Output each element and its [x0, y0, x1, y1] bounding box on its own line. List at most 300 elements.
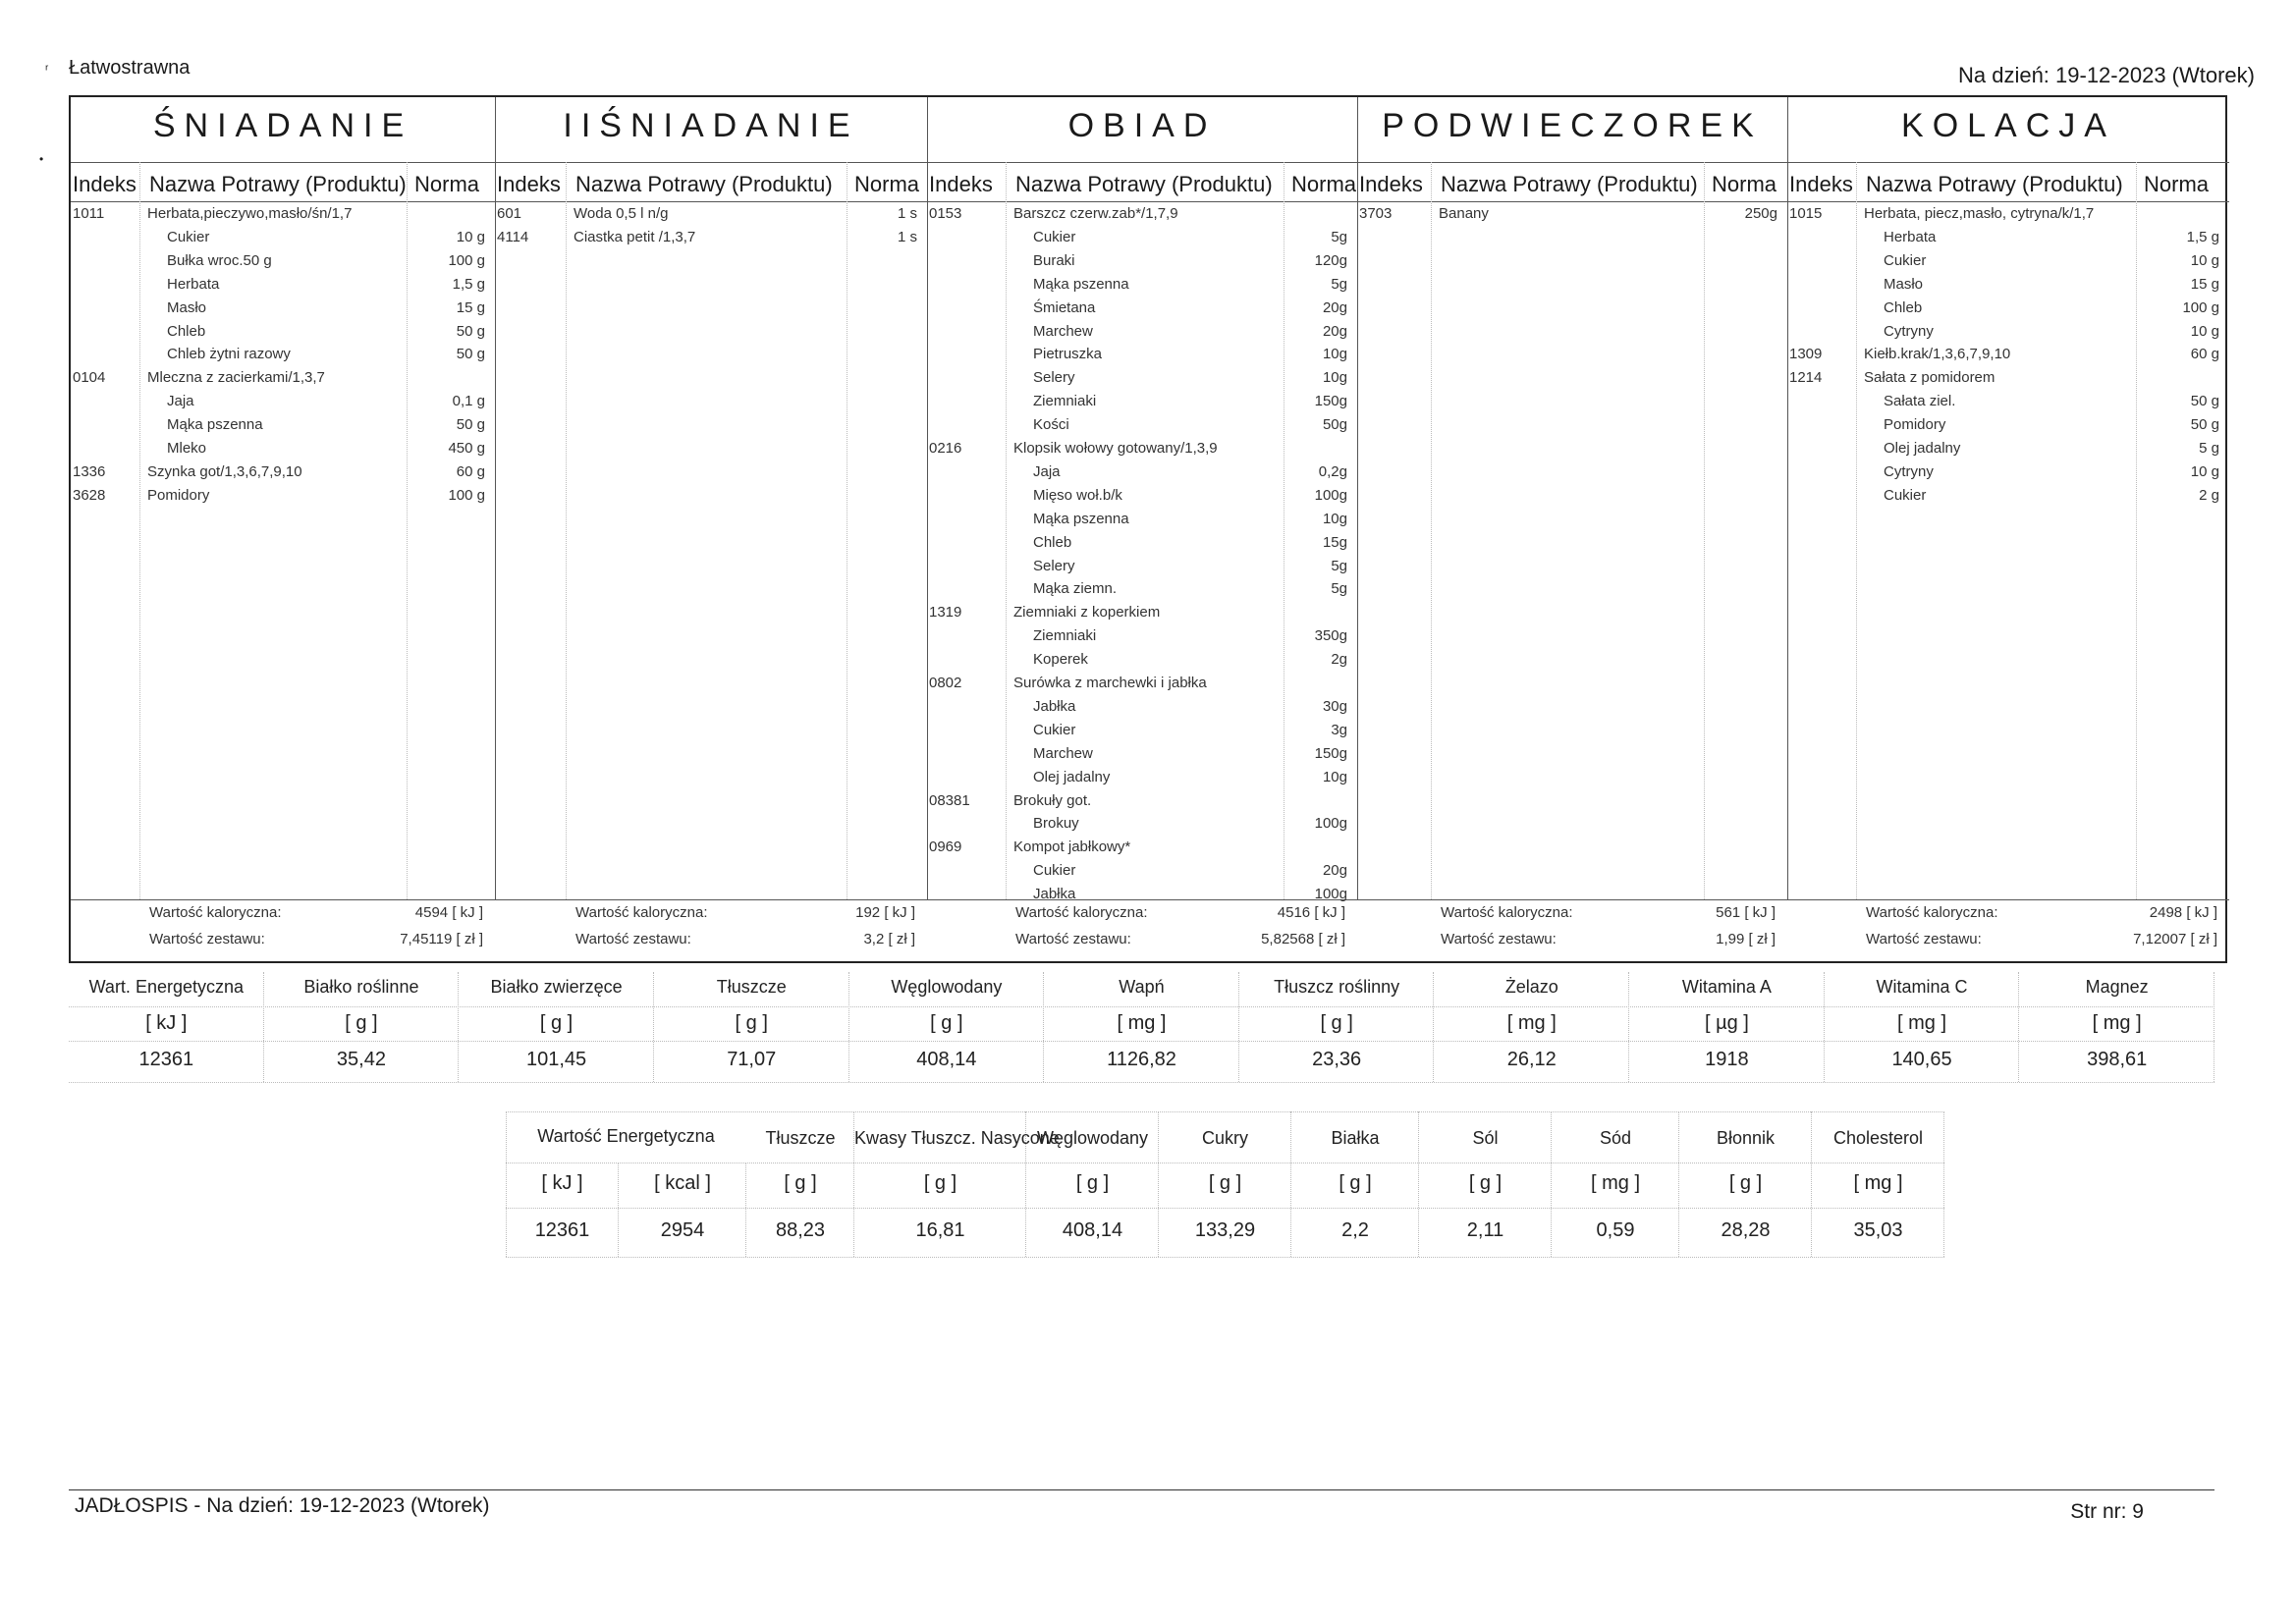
- norm-value: 100g: [1314, 486, 1347, 504]
- ingredient-name: Herbata: [1884, 228, 1937, 245]
- nutrient-unit: [ mg ]: [1590, 1172, 1640, 1194]
- meal-title: PODWIECZOREK: [1382, 107, 1763, 144]
- nutrient-unit: [ g ]: [539, 1012, 574, 1034]
- dish-row: [71, 205, 495, 229]
- ingredient-row: [71, 252, 495, 276]
- dish-row: [71, 369, 495, 393]
- nutrient-value: 2,2: [1341, 1219, 1369, 1241]
- dish-index: 08381: [929, 791, 970, 809]
- norm-value: 5 g: [2199, 440, 2219, 457]
- dish-row: [927, 839, 1357, 862]
- norm-value: 50g: [1322, 416, 1347, 434]
- norm-value: 10g: [1322, 346, 1347, 363]
- ingredient-name: Chleb: [1033, 533, 1072, 551]
- index-divider: [1431, 162, 1432, 899]
- dish-index: 0216: [929, 440, 962, 457]
- nutrient-name: Cukry: [1201, 1128, 1248, 1148]
- nutrient-name: Węglowodany: [891, 977, 1003, 997]
- nutrient-value: 28,28: [1721, 1219, 1771, 1241]
- column-name: Nazwa Potrawy (Produktu): [1015, 172, 1273, 196]
- column-name: Nazwa Potrawy (Produktu): [575, 172, 833, 196]
- ingredient-row: [927, 463, 1357, 487]
- ingredient-name: Cytryny: [1884, 322, 1934, 340]
- norm-value: 100g: [1314, 886, 1347, 903]
- dish-row: [927, 205, 1357, 229]
- column-name: Nazwa Potrawy (Produktu): [1866, 172, 2123, 196]
- dish-row: [495, 205, 927, 229]
- norm-value: 15 g: [2190, 275, 2219, 293]
- nutrient-value: 71,07: [727, 1049, 777, 1070]
- nutrient-unit: [ mg ]: [1897, 1012, 1947, 1034]
- norm-value: 20g: [1322, 298, 1347, 316]
- ingredient-row: [1787, 487, 2229, 511]
- norm-value: 100g: [1314, 815, 1347, 833]
- norm-value: 1 s: [897, 205, 917, 222]
- dish-index: 601: [497, 205, 522, 222]
- ingredient-row: [927, 698, 1357, 722]
- dish-index: 1336: [73, 462, 106, 480]
- nutrient-value: 12361: [138, 1049, 194, 1070]
- ingredient-row: [1787, 440, 2229, 463]
- meal-title: ŚNIADANIE: [152, 107, 413, 144]
- dish-row: [1357, 205, 1787, 229]
- norm-value: 30g: [1322, 697, 1347, 715]
- header-rule: [71, 162, 2229, 163]
- nutrient-name: Błonnik: [1716, 1128, 1776, 1148]
- norm-value: 15g: [1322, 533, 1347, 551]
- dish-index: 0802: [929, 675, 962, 691]
- ingredient-name: Mąka pszenna: [1033, 275, 1129, 293]
- energy-value: 2954: [660, 1219, 705, 1241]
- norm-value: 1,5 g: [452, 275, 485, 293]
- set-cost-value: 5,82568 [ zł ]: [1261, 931, 1345, 947]
- calorific-value: 192 [ kJ ]: [855, 904, 915, 921]
- nutrient-unit: [ g ]: [1728, 1172, 1763, 1194]
- norm-value: 5g: [1331, 557, 1347, 574]
- norm-divider: [1704, 162, 1705, 899]
- ingredient-row: [71, 346, 495, 369]
- nutrient-name: Wapń: [1119, 977, 1165, 997]
- norm-value: 50 g: [456, 346, 485, 363]
- ingredient-name: Brokuy: [1033, 815, 1079, 833]
- norm-value: 60 g: [2190, 346, 2219, 363]
- nutrient-name: Tłuszcz roślinny: [1274, 977, 1400, 997]
- dish-row: [71, 463, 495, 487]
- nutrient-name: Kwasy Tłuszcz. Nasycone: [854, 1128, 1060, 1148]
- norm-value: 10 g: [456, 228, 485, 245]
- dish-row: [927, 792, 1357, 816]
- norm-value: 3g: [1331, 721, 1347, 738]
- set-cost-value: 7,45119 [ zł ]: [400, 931, 483, 947]
- nutrient-value: 35,42: [336, 1049, 386, 1070]
- ingredient-name: Bułka wroc.50 g: [167, 251, 272, 269]
- ingredient-name: Chleb: [167, 322, 206, 340]
- norm-value: 60 g: [456, 462, 485, 480]
- menu-date: Na dzień: 19-12-2023 (Wtorek): [1957, 63, 2255, 87]
- ingredient-name: Selery: [1033, 557, 1075, 574]
- norm-value: 10 g: [2190, 462, 2219, 480]
- nutrient-name: Białko zwierzęce: [490, 977, 623, 997]
- dish-name: Pomidory: [147, 486, 210, 504]
- ingredient-name: Cytryny: [1884, 462, 1934, 480]
- ingredient-row: [927, 299, 1357, 323]
- norm-value: 1 s: [897, 228, 917, 245]
- page-number: Str nr: 9: [2070, 1500, 2144, 1523]
- dish-name: Surówka z marchewki i jabłka: [1013, 675, 1207, 691]
- ingredient-name: Buraki: [1033, 251, 1075, 269]
- nutrient-value: 2,11: [1466, 1219, 1504, 1241]
- calorific-value-label: Wartość kaloryczna:: [1441, 904, 1573, 921]
- nutrient-value: 1918: [1705, 1049, 1749, 1070]
- calorific-value-label: Wartość kaloryczna:: [575, 904, 708, 921]
- set-cost-label: Wartość zestawu:: [1015, 931, 1131, 947]
- ingredient-name: Jabłka: [1033, 886, 1076, 903]
- energy-label: Wartość Energetyczna: [537, 1126, 715, 1146]
- ingredient-row: [71, 416, 495, 440]
- nutrition-rule: [69, 1082, 2214, 1083]
- set-cost-value: 7,12007 [ zł ]: [2133, 931, 2217, 947]
- ingredient-name: Cukier: [167, 228, 210, 245]
- column-norm: Norma: [1712, 172, 1777, 196]
- ingredient-row: [927, 627, 1357, 651]
- ingredient-row: [927, 722, 1357, 745]
- ingredient-name: Mąka pszenna: [1033, 510, 1129, 527]
- norm-value: 350g: [1314, 627, 1347, 645]
- norm-value: 100 g: [2182, 298, 2219, 316]
- ingredient-row: [927, 511, 1357, 534]
- nutrient-value: 408,14: [916, 1049, 977, 1070]
- dish-name: Herbata,pieczywo,masło/śn/1,7: [147, 205, 353, 222]
- ingredient-name: Chleb: [1884, 298, 1923, 316]
- energy-unit: [ kJ ]: [541, 1172, 583, 1194]
- norm-value: 5g: [1331, 228, 1347, 245]
- nutrient-unit: [ mg ]: [1506, 1012, 1557, 1034]
- nutrient-name: Cholesterol: [1832, 1128, 1924, 1148]
- ingredient-row: [1787, 323, 2229, 347]
- column-index: Indeks: [497, 172, 561, 196]
- calorific-value: 4516 [ kJ ]: [1277, 904, 1345, 921]
- ingredient-name: Cukier: [1033, 862, 1076, 880]
- dish-index: 0104: [73, 369, 106, 387]
- column-name: Nazwa Potrawy (Produktu): [1441, 172, 1698, 196]
- ingredient-row: [71, 229, 495, 252]
- scan-mark: ʳ: [45, 61, 49, 77]
- dish-name: Ziemniaki z koperkiem: [1013, 604, 1161, 622]
- ingredient-name: Ziemniaki: [1033, 627, 1097, 645]
- dish-index: 1011: [73, 205, 105, 222]
- ingredient-name: Mięso woł.b/k: [1033, 486, 1122, 504]
- nutrition-rule: [506, 1257, 1944, 1258]
- calorific-value: 4594 [ kJ ]: [414, 904, 483, 921]
- nutrient-unit: [ g ]: [923, 1172, 957, 1194]
- ingredient-name: Sałata ziel.: [1884, 393, 1956, 410]
- ingredient-name: Cukier: [1033, 228, 1076, 245]
- dish-row: [927, 440, 1357, 463]
- ingredient-row: [1787, 276, 2229, 299]
- nutrient-value: 16,81: [915, 1219, 965, 1241]
- nutrient-name: Żelazo: [1504, 977, 1558, 997]
- ingredient-row: [927, 558, 1357, 581]
- nutrient-unit: [ mg ]: [1117, 1012, 1167, 1034]
- nutrient-value: 26,12: [1506, 1049, 1557, 1070]
- ingredient-row: [927, 323, 1357, 347]
- norm-value: 15 g: [456, 298, 485, 316]
- dish-name: Ciastka petit /1,3,7: [574, 228, 696, 245]
- nutrient-unit: [ g ]: [1468, 1172, 1503, 1194]
- nutrient-value: 1126,82: [1107, 1049, 1176, 1070]
- column-norm: Norma: [854, 172, 920, 196]
- column-index: Indeks: [1789, 172, 1853, 196]
- ingredient-name: Olej jadalny: [1884, 440, 1961, 457]
- dish-index: 0153: [929, 205, 962, 222]
- ingredient-name: Masło: [1884, 275, 1924, 293]
- dish-name: Mleczna z zacierkami/1,3,7: [147, 369, 325, 387]
- calorific-value-label: Wartość kaloryczna:: [1015, 904, 1148, 921]
- nutrient-name: Witamina C: [1876, 977, 1968, 997]
- nutrient-name: Tłuszcze: [716, 977, 787, 997]
- dish-row: [71, 487, 495, 511]
- ingredient-name: Olej jadalny: [1033, 768, 1111, 785]
- dish-index: 1309: [1789, 346, 1823, 363]
- nutrient-unit: [ µg ]: [1704, 1012, 1749, 1034]
- dish-index: 1015: [1789, 205, 1823, 222]
- ingredient-row: [71, 440, 495, 463]
- column-name: Nazwa Potrawy (Produktu): [149, 172, 407, 196]
- nutrient-value: 23,36: [1312, 1049, 1362, 1070]
- ingredient-row: [71, 276, 495, 299]
- subheader-rule: [71, 201, 2229, 202]
- column-norm: Norma: [2144, 172, 2210, 196]
- dish-name: Szynka got/1,3,6,7,9,10: [147, 462, 302, 480]
- ingredient-row: [71, 393, 495, 416]
- norm-value: 50 g: [456, 322, 485, 340]
- norm-value: 2 g: [2199, 486, 2219, 504]
- nutrient-unit: [ g ]: [1320, 1012, 1353, 1034]
- dish-index: 3703: [1359, 205, 1393, 222]
- ingredient-row: [1787, 229, 2229, 252]
- dish-name: Herbata, piecz,masło, cytryna/k/1,7: [1864, 205, 2095, 222]
- nutrient-value: 398,61: [2087, 1049, 2148, 1070]
- ingredient-name: Chleb żytni razowy: [167, 346, 291, 363]
- ingredient-row: [1787, 393, 2229, 416]
- menu-table: [69, 95, 2227, 963]
- nutrient-value: 133,29: [1194, 1219, 1256, 1241]
- dish-index: 3628: [73, 486, 106, 504]
- norm-value: 10 g: [2190, 322, 2219, 340]
- norm-value: 100 g: [448, 251, 485, 269]
- dish-name: Banany: [1439, 205, 1489, 222]
- ingredient-name: Masło: [167, 298, 207, 316]
- column-norm: Norma: [414, 172, 480, 196]
- nutrient-name: Tłuszcze: [765, 1128, 836, 1148]
- footer-title: JADŁOSPIS - Na dzień: 19-12-2023 (Wtorek): [75, 1494, 490, 1517]
- ingredient-name: Cukier: [1033, 721, 1076, 738]
- footer-rule: [69, 1489, 2214, 1490]
- nutrient-unit: [ g ]: [930, 1012, 963, 1034]
- nutrient-unit: [ g ]: [345, 1012, 378, 1034]
- dish-row: [927, 675, 1357, 698]
- nutrient-name: Białko roślinne: [303, 977, 419, 997]
- norm-value: 150g: [1314, 744, 1347, 762]
- ingredient-name: Ziemniaki: [1033, 393, 1097, 410]
- ingredient-name: Jaja: [1033, 462, 1061, 480]
- nutrient-name: Magnez: [2085, 977, 2149, 997]
- ingredient-name: Mąka ziemn.: [1033, 580, 1118, 598]
- ingredient-row: [927, 534, 1357, 558]
- ingredient-row: [927, 815, 1357, 839]
- dish-name: Sałata z pomidorem: [1864, 369, 1995, 387]
- ingredient-row: [927, 416, 1357, 440]
- nutrient-unit: [ g ]: [1208, 1172, 1242, 1194]
- ingredient-row: [927, 276, 1357, 299]
- calorific-value: 2498 [ kJ ]: [2149, 904, 2217, 921]
- dish-name: Brokuły got.: [1013, 791, 1092, 809]
- set-cost-label: Wartość zestawu:: [1866, 931, 1982, 947]
- norm-value: 50 g: [2190, 416, 2219, 434]
- scan-mark: •: [39, 152, 44, 166]
- meal-title: KOLACJA: [1901, 107, 2115, 144]
- ingredient-row: [927, 346, 1357, 369]
- dish-row: [1787, 369, 2229, 393]
- norm-value: 5g: [1331, 580, 1347, 598]
- set-cost-value: 3,2 [ zł ]: [863, 931, 915, 947]
- nutrient-name: Węglowodany: [1036, 1128, 1149, 1148]
- column-index: Indeks: [73, 172, 137, 196]
- norm-value: 150g: [1314, 393, 1347, 410]
- norm-value: 2g: [1331, 651, 1347, 669]
- nutrient-value: 101,45: [525, 1049, 587, 1070]
- ingredient-name: Marchew: [1033, 744, 1093, 762]
- dish-index: 1319: [929, 604, 962, 622]
- dish-row: [1787, 346, 2229, 369]
- column-index: Indeks: [1359, 172, 1423, 196]
- norm-value: 0,2g: [1318, 462, 1347, 480]
- ingredient-row: [1787, 416, 2229, 440]
- ingredient-name: Mleko: [167, 440, 207, 457]
- dish-row: [495, 229, 927, 252]
- norm-value: 0,1 g: [452, 393, 485, 410]
- norm-value: 250g: [1744, 205, 1777, 222]
- ingredient-row: [1787, 463, 2229, 487]
- ingredient-name: Mąka pszenna: [167, 416, 263, 434]
- calorific-value: 561 [ kJ ]: [1716, 904, 1776, 921]
- nutrient-unit: [ mg ]: [2092, 1012, 2142, 1034]
- ingredient-row: [927, 369, 1357, 393]
- norm-value: 10g: [1322, 510, 1347, 527]
- norm-value: 20g: [1322, 322, 1347, 340]
- dish-index: 4114: [497, 228, 529, 245]
- dish-row: [927, 604, 1357, 627]
- set-cost-label: Wartość zestawu:: [149, 931, 265, 947]
- norm-value: 100 g: [448, 486, 485, 504]
- dish-index: 0969: [929, 839, 962, 856]
- norm-value: 50 g: [2190, 393, 2219, 410]
- ingredient-row: [1787, 299, 2229, 323]
- nutrient-name: Witamina A: [1681, 977, 1772, 997]
- ingredient-name: Cukier: [1884, 486, 1927, 504]
- norm-value: 10g: [1322, 369, 1347, 387]
- norm-value: 450 g: [448, 440, 485, 457]
- energy-unit: [ kcal ]: [654, 1172, 711, 1194]
- ingredient-name: Kości: [1033, 416, 1069, 434]
- nutrient-value: 88,23: [775, 1219, 826, 1241]
- ingredient-name: Marchew: [1033, 322, 1093, 340]
- nutrient-unit: [ mg ]: [1853, 1172, 1903, 1194]
- nutrient-unit: [ g ]: [784, 1172, 817, 1194]
- ingredient-name: Jabłka: [1033, 697, 1076, 715]
- dish-name: Klopsik wołowy gotowany/1,3,9: [1013, 440, 1218, 457]
- ingredient-row: [927, 393, 1357, 416]
- meal-title: IIŚNIADANIE: [563, 107, 859, 144]
- ingredient-name: Herbata: [167, 275, 220, 293]
- dish-name: Kompot jabłkowy*: [1013, 839, 1131, 856]
- ingredient-name: Pomidory: [1884, 416, 1946, 434]
- nutrient-unit: [ g ]: [1339, 1172, 1372, 1194]
- nutrient-unit: [ kJ ]: [145, 1012, 188, 1034]
- dish-row: [1787, 205, 2229, 229]
- nutrient-unit: [ g ]: [735, 1012, 768, 1034]
- ingredient-name: Śmietana: [1033, 298, 1096, 316]
- diet-name: Łatwostrawna: [69, 57, 191, 79]
- energy-value: 12361: [534, 1219, 590, 1241]
- dish-name: Woda 0,5 l n/g: [574, 205, 669, 222]
- column-index: Indeks: [929, 172, 993, 196]
- calorific-value-label: Wartość kaloryczna:: [1866, 904, 1998, 921]
- set-cost-label: Wartość zestawu:: [1441, 931, 1557, 947]
- nutrient-value: 140,65: [1891, 1049, 1952, 1070]
- ingredient-row: [927, 745, 1357, 769]
- norm-value: 20g: [1322, 862, 1347, 880]
- nutrient-value: 408,14: [1062, 1219, 1123, 1241]
- norm-value: 10 g: [2190, 251, 2219, 269]
- set-cost-label: Wartość zestawu:: [575, 931, 691, 947]
- ingredient-row: [927, 862, 1357, 886]
- ingredient-name: Pietruszka: [1033, 346, 1103, 363]
- nutrient-name: Sól: [1472, 1128, 1499, 1148]
- norm-value: 50 g: [456, 416, 485, 434]
- ingredient-row: [927, 229, 1357, 252]
- ingredient-row: [927, 580, 1357, 604]
- norm-value: 120g: [1314, 251, 1347, 269]
- index-divider: [566, 162, 567, 899]
- nutrient-name: Białka: [1331, 1128, 1380, 1148]
- ingredient-row: [1787, 252, 2229, 276]
- ingredient-row: [927, 252, 1357, 276]
- nutrient-value: 35,03: [1853, 1219, 1903, 1241]
- ingredient-row: [927, 651, 1357, 675]
- ingredient-name: Cukier: [1884, 251, 1927, 269]
- ingredient-row: [927, 769, 1357, 792]
- nutrient-name: Sód: [1599, 1128, 1632, 1148]
- norm-value: 10g: [1322, 768, 1347, 785]
- column-norm: Norma: [1291, 172, 1357, 196]
- ingredient-name: Selery: [1033, 369, 1075, 387]
- ingredient-name: Koperek: [1033, 651, 1088, 669]
- nutrient-value: 0,59: [1596, 1219, 1635, 1241]
- calorific-value-label: Wartość kaloryczna:: [149, 904, 282, 921]
- norm-value: 1,5 g: [2186, 228, 2219, 245]
- dish-index: 1214: [1789, 369, 1823, 387]
- nutrient-unit: [ g ]: [1075, 1172, 1110, 1194]
- ingredient-row: [927, 487, 1357, 511]
- set-cost-value: 1,99 [ zł ]: [1716, 931, 1776, 947]
- norm-value: 5g: [1331, 275, 1347, 293]
- ingredient-row: [71, 299, 495, 323]
- dish-name: Barszcz czerw.zab*/1,7,9: [1013, 205, 1178, 222]
- meal-title: OBIAD: [1067, 107, 1217, 144]
- ingredient-name: Jaja: [167, 393, 194, 410]
- dish-name: Kiełb.krak/1,3,6,7,9,10: [1864, 346, 2011, 363]
